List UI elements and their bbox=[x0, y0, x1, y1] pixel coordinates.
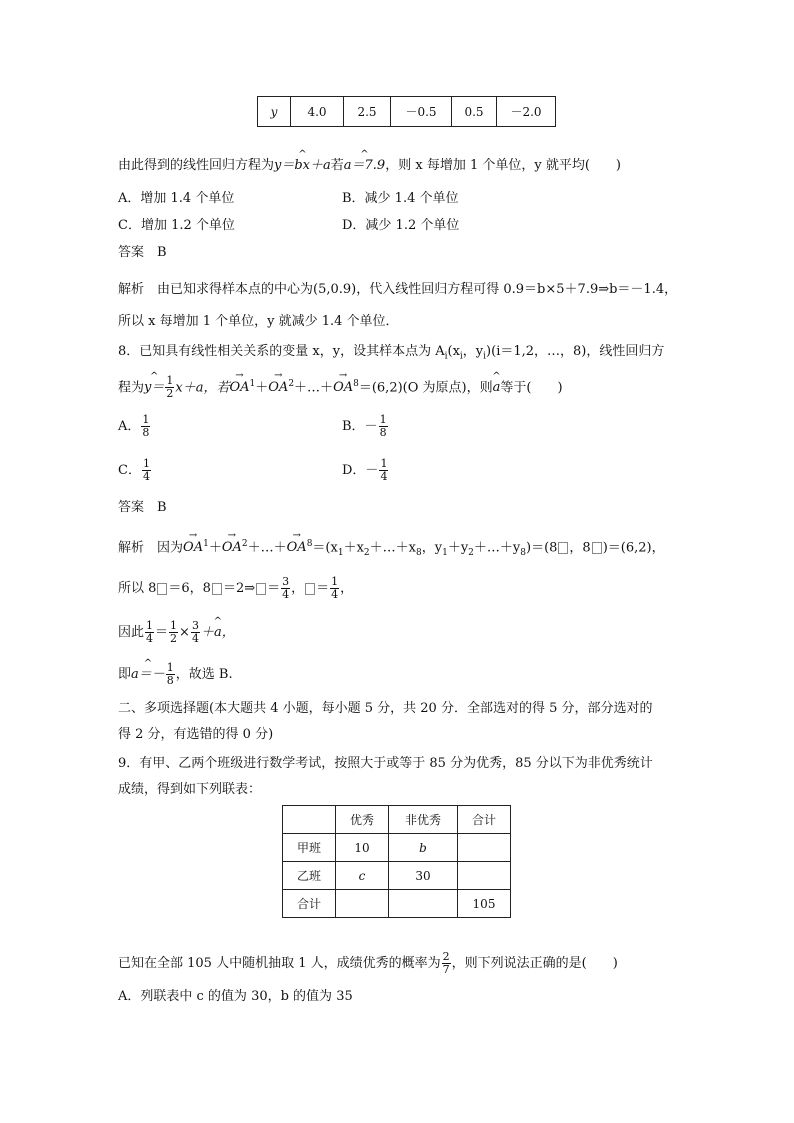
table-row bbox=[283, 834, 511, 862]
text: ，故选 B. bbox=[175, 667, 233, 682]
option-label: A． bbox=[118, 419, 141, 434]
table-cell bbox=[389, 890, 458, 918]
fraction bbox=[281, 576, 290, 601]
text: ＝2⇒ bbox=[222, 581, 256, 596]
regression-equation: ^ y＝bx＋a bbox=[274, 156, 331, 176]
table-cell: 0.5 bbox=[452, 97, 497, 127]
text: ＝ bbox=[316, 581, 330, 596]
q7-option-b: B．减少 1.4 个单位 bbox=[342, 191, 459, 206]
numerator: 1 bbox=[380, 457, 388, 470]
fraction bbox=[191, 620, 200, 645]
fraction bbox=[141, 414, 150, 439]
text: ^ ＋a， bbox=[201, 623, 235, 643]
text: ＋…＋x bbox=[369, 540, 416, 556]
q7-analysis-line1 bbox=[118, 280, 677, 300]
text: ^ a＝－ bbox=[131, 665, 165, 685]
q8-analysis-line2 bbox=[118, 576, 353, 601]
text: ，y bbox=[462, 344, 484, 359]
q7-option-c: C．增加 1.2 个单位 bbox=[118, 218, 235, 233]
table-cell: y bbox=[258, 97, 291, 127]
text: i bbox=[459, 351, 463, 362]
fraction bbox=[379, 458, 388, 483]
analysis-label: 解析 bbox=[118, 282, 145, 297]
denominator: 4 bbox=[142, 470, 150, 483]
placeholder-box-icon bbox=[256, 583, 266, 595]
table-cell: c bbox=[336, 862, 389, 890]
section2-heading-line1: 二、多项选择题(本大题共 4 小题，每小题 5 分，共 20 分．全部选对的得 5 分，部分选对的 bbox=[118, 701, 653, 716]
vector-oa2: → OA bbox=[222, 538, 242, 558]
table-cell: 乙班 bbox=[283, 862, 336, 890]
numerator: 1 bbox=[331, 575, 339, 588]
answer-label: 答案 bbox=[118, 245, 145, 260]
q8-option-d bbox=[342, 458, 389, 483]
placeholder-box-icon bbox=[157, 583, 167, 595]
q8-analysis-line3 bbox=[118, 620, 235, 645]
q8-answer bbox=[118, 498, 167, 518]
text: 等于( ) bbox=[500, 380, 563, 396]
q8-analysis-line1: 解析 因为→ $OA^1+\to$ $OA^2+\dots+\to$ $OA^8=(x_1+x_2+\dots+x_8$，$y_1+y_2+\dots+y_8)=(8$ ，8 )＝(6,2)， bbox=[118, 534, 665, 563]
placeholder-box-icon bbox=[592, 542, 602, 554]
table-cell bbox=[458, 834, 511, 862]
text: ^ a bbox=[493, 378, 501, 398]
table-row bbox=[283, 862, 511, 890]
text: ＝ bbox=[155, 625, 169, 640]
text: x＋a，若 bbox=[175, 380, 230, 396]
q9-option-a: A．列联表中 c 的值为 30，b 的值为 35 bbox=[118, 989, 353, 1004]
denominator: 4 bbox=[282, 588, 290, 601]
numerator: 3 bbox=[191, 619, 199, 632]
numerator: 1 bbox=[379, 413, 387, 426]
fraction bbox=[442, 951, 451, 976]
numerator: 1 bbox=[142, 413, 150, 426]
table-cell: 105 bbox=[458, 890, 511, 918]
text: )(i＝1,2，…，8)，线性回归方 bbox=[486, 344, 665, 359]
denominator: 4 bbox=[146, 632, 154, 645]
text: ＋ bbox=[255, 380, 269, 396]
placeholder-box-icon bbox=[305, 583, 315, 595]
vector-oa1: → OA bbox=[229, 378, 249, 398]
q9-stem-line1: 9．有甲、乙两个班级进行数学考试，按照大于或等于 85 分为优秀，85 分以下为非优秀统计 bbox=[118, 756, 653, 771]
text: 所以 8 bbox=[118, 581, 157, 596]
option-label: C． bbox=[118, 463, 141, 478]
q8-option-a bbox=[118, 414, 151, 439]
text: )＝(6,2)， bbox=[602, 540, 665, 556]
text: 已知在全部 105 人中随机抽取 1 人，成绩优秀的概率为 bbox=[118, 956, 441, 971]
fraction bbox=[379, 414, 388, 439]
denominator: 8 bbox=[142, 426, 150, 439]
text: ＝(6,2)(O 为原点)，则 bbox=[358, 380, 493, 396]
intercept-value: ^ a＝7.9 bbox=[344, 156, 385, 176]
fraction bbox=[165, 375, 174, 400]
denominator: 4 bbox=[331, 588, 339, 601]
section2-heading-line2: 得 2 分，有选错的得 0 分) bbox=[118, 727, 274, 742]
vector-oa2: → OA bbox=[268, 378, 288, 398]
table-cell bbox=[336, 890, 389, 918]
text: ，y bbox=[421, 540, 443, 556]
table-cell: －2.0 bbox=[497, 97, 556, 127]
denominator: 4 bbox=[380, 470, 388, 483]
text: ＋…＋y bbox=[473, 540, 521, 556]
text: ＝6，8 bbox=[168, 581, 211, 596]
table-cell: 4.0 bbox=[291, 97, 344, 127]
vector-oa8: → OA bbox=[333, 378, 353, 398]
q9-stem-line2: 成绩，得到如下列联表： bbox=[118, 782, 262, 797]
denominator: 2 bbox=[166, 387, 174, 401]
table-header: 非优秀 bbox=[389, 806, 458, 834]
numerator: 1 bbox=[166, 661, 174, 674]
q7-option-d: D．减少 1.2 个单位 bbox=[342, 218, 460, 233]
answer-label: 答案 bbox=[118, 500, 145, 515]
numerator: 1 bbox=[166, 374, 174, 388]
denominator: 8 bbox=[379, 426, 387, 439]
text: ^ y＝ bbox=[144, 378, 164, 398]
table-cell: 10 bbox=[336, 834, 389, 862]
text: 程为 bbox=[118, 380, 145, 396]
analysis-label: 解析 bbox=[118, 540, 145, 556]
table-cell bbox=[458, 862, 511, 890]
q7-analysis-line2: 所以 x 每增加 1 个单位，y 就减少 1.4 个单位． bbox=[118, 314, 399, 329]
table-cell: 合计 bbox=[283, 890, 336, 918]
text: ， bbox=[340, 581, 354, 596]
text: 由已知求得样本点的中心为(5,0.9)，代入线性回归方程可得 0.9＝b×5＋7.9⇒b＝－1.4， bbox=[157, 282, 678, 297]
text: 由此得到的线性回归方程为 bbox=[118, 158, 275, 173]
denominator: 2 bbox=[170, 632, 178, 645]
text: 因为 bbox=[157, 540, 184, 556]
answer-value: B bbox=[157, 245, 167, 260]
denominator: 4 bbox=[191, 632, 199, 645]
text: ＝(x bbox=[312, 540, 338, 556]
q8-option-c bbox=[118, 458, 152, 483]
text: 若 bbox=[330, 158, 344, 173]
q8-analysis-line4 bbox=[118, 662, 233, 687]
text: 即 bbox=[118, 667, 132, 682]
q7-stem bbox=[118, 156, 621, 176]
text: ＝ bbox=[267, 581, 281, 596]
text: 8．已知具有线性相关关系的变量 x，y，设其样本点为 A bbox=[118, 344, 445, 359]
fraction bbox=[145, 620, 154, 645]
q8-stem-line1 bbox=[118, 342, 664, 367]
denominator: 7 bbox=[442, 963, 450, 976]
q8-option-b bbox=[342, 414, 389, 439]
numerator: 1 bbox=[142, 457, 150, 470]
numerator: 1 bbox=[170, 619, 178, 632]
data-table-y-row bbox=[257, 96, 556, 127]
text: ＋y bbox=[447, 540, 469, 556]
text: ＋x bbox=[343, 540, 364, 556]
q9-stem-line3 bbox=[118, 951, 618, 976]
table-cell: b bbox=[389, 834, 458, 862]
text: i bbox=[444, 351, 448, 362]
text: 因此 bbox=[118, 625, 145, 640]
table-row bbox=[258, 97, 556, 127]
fraction bbox=[142, 458, 151, 483]
option-label: B．－ bbox=[342, 419, 378, 434]
table-row bbox=[283, 806, 511, 834]
table-header: 合计 bbox=[458, 806, 511, 834]
text: )＝(8 bbox=[526, 540, 558, 556]
text: ，则下列说法正确的是( ) bbox=[451, 956, 618, 971]
text: ，8 bbox=[569, 540, 591, 556]
fraction bbox=[330, 576, 339, 601]
vector-oa8: → OA bbox=[287, 538, 307, 558]
placeholder-box-icon bbox=[558, 542, 568, 554]
numerator: 2 bbox=[442, 950, 450, 963]
q7-answer bbox=[118, 243, 167, 263]
table-cell bbox=[283, 806, 336, 834]
fraction bbox=[169, 620, 178, 645]
answer-value: B bbox=[157, 500, 167, 515]
text: ，则 x 每增加 1 个单位，y 就平均( ) bbox=[385, 158, 621, 173]
fraction bbox=[166, 662, 175, 687]
text: ， bbox=[291, 581, 305, 596]
q8-stem-line2: 程为^ y＝ $\frac{1}{2}$ x＋a，若→ $OA^1+\to$ $OA^2+\dots+\to OA^8=(6,2)(O$ 为原点)，则^ a等于( ) bbox=[118, 374, 563, 400]
text: ＋…＋ bbox=[294, 380, 334, 396]
placeholder-box-icon bbox=[212, 583, 222, 595]
option-label: D．－ bbox=[342, 463, 379, 478]
contingency-table bbox=[282, 805, 511, 918]
text: (x bbox=[447, 344, 460, 359]
text: i bbox=[483, 351, 487, 362]
vector-oa1: → OA bbox=[183, 538, 203, 558]
table-cell: 2.5 bbox=[344, 97, 391, 127]
q7-option-a: A．增加 1.4 个单位 bbox=[118, 191, 235, 206]
table-cell: 甲班 bbox=[283, 834, 336, 862]
text: × bbox=[179, 625, 190, 640]
numerator: 3 bbox=[282, 575, 290, 588]
table-row bbox=[283, 890, 511, 918]
table-cell: 30 bbox=[389, 862, 458, 890]
denominator: 8 bbox=[166, 674, 174, 687]
numerator: 1 bbox=[146, 619, 154, 632]
table-header: 优秀 bbox=[336, 806, 389, 834]
table-cell: －0.5 bbox=[391, 97, 452, 127]
